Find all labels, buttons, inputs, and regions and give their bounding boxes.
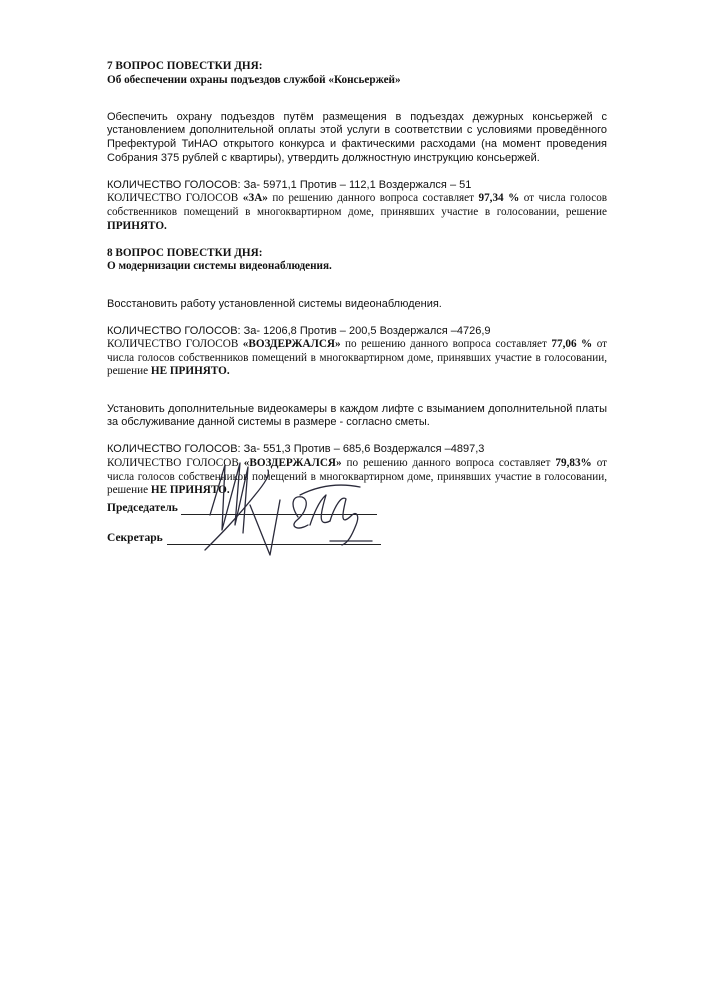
secretary-label: Секретарь bbox=[107, 532, 163, 544]
q8-item2-decision: НЕ ПРИНЯТО. bbox=[150, 484, 230, 497]
document-page bbox=[107, 60, 607, 498]
q8-item2-result: КОЛИЧЕСТВО ГОЛОСОВ «ВОЗДЕРЖАЛСЯ» по решению данного вопроса составляет 79,83% от числа голосов собственников помещений в многоквартирном доме, принявших участие в голосовании, решение НЕ ПРИНЯТО. bbox=[107, 457, 608, 497]
q7-result-choice: «ЗА» bbox=[242, 192, 268, 205]
q8-item2-body: Установить дополнительные видеокамеры в каждом лифте с взыманием дополнительной платы за обслуживание данной системы в размере - согласно сметы. bbox=[107, 402, 607, 429]
q7-title: 7 ВОПРОС ПОВЕСТКИ ДНЯ: bbox=[107, 60, 263, 72]
q8-item1-decision: НЕ ПРИНЯТО. bbox=[150, 365, 230, 378]
q8-item2-result-choice: «ВОЗДЕРЖАЛСЯ» bbox=[243, 457, 342, 470]
q8-item2-result-percent: 79,83% bbox=[555, 457, 592, 470]
q8-item1-result-percent: 77,06 % bbox=[551, 338, 593, 351]
q8-item1-body: Восстановить работу установленной системы видеонаблюдения. bbox=[107, 297, 442, 310]
q7-decision: ПРИНЯТО. bbox=[107, 219, 167, 232]
chairman-label: Председатель bbox=[107, 502, 178, 514]
q8-item1-result: КОЛИЧЕСТВО ГОЛОСОВ «ВОЗДЕРЖАЛСЯ» по решению данного вопроса составляет 77,06 % от числа голосов собственников помещений в многоквартирном доме, принявших участие в голосовании, решение НЕ ПРИНЯТО. bbox=[107, 338, 608, 378]
q8-item1-result-choice: «ВОЗДЕРЖАЛСЯ» bbox=[242, 338, 341, 351]
q7-body: Обеспечить охрану подъездов путём размещения в подъездах дежурных консьержей с установлением дополнительной оплаты этой услуги в соответствии с условиями проведённого Префектурой ТиНАО открытого конкурса и фактическими расходами (на момент проведения Собрания 375 рублей с квартиры), утвердить должностную инструкцию консьержей. bbox=[107, 110, 607, 164]
q8-item1-votes: КОЛИЧЕСТВО ГОЛОСОВ: За- 1206,8 Против – 200,5 Воздержался –4726,9 bbox=[107, 324, 491, 337]
q7-result: КОЛИЧЕСТВО ГОЛОСОВ «ЗА» по решению данного вопроса составляет 97,34 % от числа голосов собственников помещений в многоквартирном доме, принявших участие в голосовании, решение ПРИНЯТО. bbox=[107, 192, 608, 232]
q7-votes: КОЛИЧЕСТВО ГОЛОСОВ: За- 5971,1 Против – 112,1 Воздержался – 51 bbox=[107, 178, 472, 191]
q7-result-percent: 97,34 % bbox=[478, 192, 520, 205]
q7-subtitle: Об обеспечении охраны подъездов службой «Консьержей» bbox=[107, 73, 401, 86]
q8-subtitle: О модернизации системы видеонаблюдения. bbox=[107, 260, 332, 273]
q8-title: 8 ВОПРОС ПОВЕСТКИ ДНЯ: bbox=[107, 246, 263, 259]
q8-item2-votes: КОЛИЧЕСТВО ГОЛОСОВ: За- 551,3 Против – 685,6 Воздержался –4897,3 bbox=[107, 443, 485, 456]
handwritten-signature bbox=[180, 455, 380, 565]
